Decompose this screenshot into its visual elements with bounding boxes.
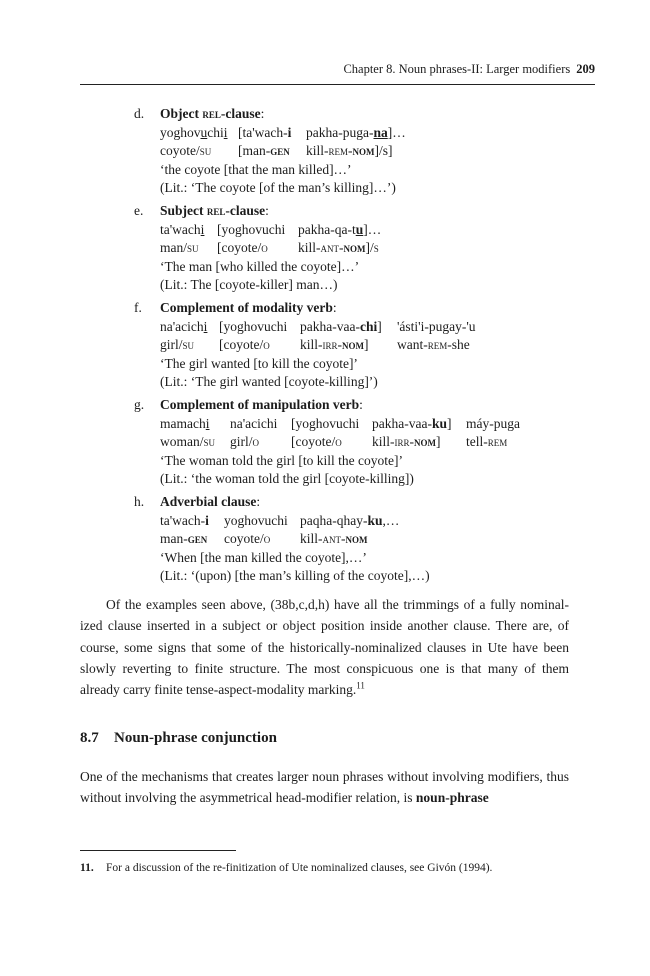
free-translation: ‘The woman told the girl [to kill the coyote]’ bbox=[160, 452, 403, 468]
gloss-line: man/su [coyote/o kill-ant-nom]/s bbox=[160, 240, 379, 256]
free-translation: ‘the coyote [that the man killed]…’ bbox=[160, 161, 352, 177]
free-translation: ‘When [the man killed the coyote],…’ bbox=[160, 549, 367, 565]
literal-translation: (Lit.: The [coyote-killer] man…) bbox=[160, 277, 338, 293]
literal-translation: (Lit.: ‘the woman told the girl [coyote-killing]) bbox=[160, 471, 414, 487]
footnote bbox=[80, 862, 492, 874]
paragraph-text: One of the mechanisms that creates larger noun phrases without involving modifiers, thus without involving the asymmetrical head-modifier relation, is bbox=[80, 769, 569, 806]
section-heading bbox=[80, 730, 277, 747]
literal-translation: (Lit.: ‘The coyote [of the man’s killing]…’) bbox=[160, 180, 396, 196]
example-label: h. bbox=[134, 494, 145, 509]
footnote-rule bbox=[80, 850, 236, 851]
example-label: f. bbox=[134, 300, 142, 315]
footnote-text: For a discussion of the re-finitization of Ute nominalized clauses, see Givón (1994). bbox=[106, 862, 493, 874]
morpheme-line: ta'wachi [yoghovuchi pakha-qa-tu]… bbox=[160, 221, 382, 237]
gloss-line: woman/su girl/o [coyote/o kill-irr-nom] tell-rem bbox=[160, 434, 508, 450]
page-number: 209 bbox=[576, 62, 595, 76]
literal-translation: (Lit.: ‘(upon) [the man’s killing of the coyote],…) bbox=[160, 568, 430, 584]
body-paragraph-2 bbox=[80, 766, 569, 809]
example-title: Object rel-clause: bbox=[160, 106, 265, 121]
gloss-line: coyote/su [man-gen kill-rem-nom]/s] bbox=[160, 143, 393, 159]
example-label: d. bbox=[134, 106, 145, 121]
morpheme-line: mamachi na'acichi [yoghovuchi pakha-vaa-ku] máy-puga bbox=[160, 415, 520, 431]
running-header bbox=[80, 50, 595, 85]
example-title: Complement of modality verb: bbox=[160, 300, 337, 315]
free-translation: ‘The man [who killed the coyote]…’ bbox=[160, 258, 360, 274]
footnote-number: 11. bbox=[80, 862, 94, 874]
example-title: Complement of manipulation verb: bbox=[160, 397, 363, 412]
section-number: 8.7 bbox=[80, 730, 99, 746]
example-label: g. bbox=[134, 397, 145, 412]
chapter-title: Chapter 8. Noun phrases-II: Larger modifiers bbox=[343, 62, 571, 76]
body-paragraph bbox=[80, 594, 569, 700]
gloss-line: man-gen coyote/o kill-ant-nom bbox=[160, 531, 368, 547]
bold-term: noun-phrase bbox=[415, 790, 489, 806]
footnote-ref[interactable]: 11 bbox=[356, 680, 365, 691]
free-translation: ‘The girl wanted [to kill the coyote]’ bbox=[160, 355, 358, 371]
paragraph-text: Of the examples seen above, (38b,c,d,h) have all the trimmings of a fully nominal-ized clause inserted in a subject or object position inside another clause. There are, of course, some signs that some of the historically-nominalized clauses in Ute have been slowly reverting to finite structure. The most conspicuous one is that many of them already carry finite tense-aspect-modality marking. bbox=[80, 597, 569, 698]
example-label: e. bbox=[134, 203, 144, 218]
morpheme-line: na'acichi [yoghovuchi pakha-vaa-chi] 'ásti'i-pugay-'u bbox=[160, 318, 476, 334]
gloss-line: girl/su [coyote/o kill-irr-nom] want-rem-she bbox=[160, 337, 470, 353]
morpheme-line: yoghovuchii [ta'wach-i pakha-puga-na]… bbox=[160, 124, 406, 140]
literal-translation: (Lit.: ‘The girl wanted [coyote-killing]’) bbox=[160, 374, 378, 390]
example-title: Subject rel-clause: bbox=[160, 203, 269, 218]
example-title: Adverbial clause: bbox=[160, 494, 261, 509]
morpheme-line: ta'wach-i yoghovuchi paqha-qhay-ku,… bbox=[160, 512, 400, 528]
section-title: Noun-phrase conjunction bbox=[114, 730, 277, 746]
